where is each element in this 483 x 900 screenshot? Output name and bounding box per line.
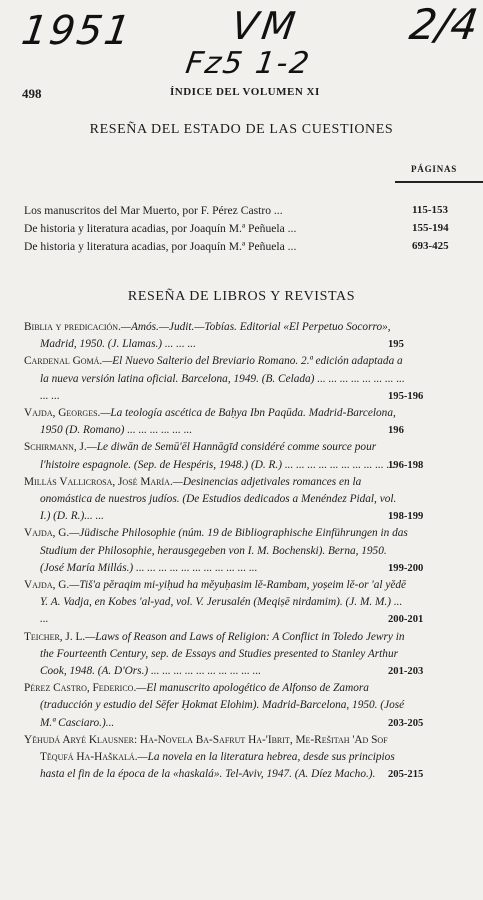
entry-text: —Desinencias adjetivales romances en la onomástica de nuestros judíos. (De Estudios dedicados a Menéndez Pidal, vol. I.) (D. R.)... ...	[40, 475, 397, 523]
entry-author: Pérez Castro, Federico.	[24, 682, 137, 695]
entry-pages: 693-425	[412, 240, 449, 252]
entry-pages: 196-198	[388, 459, 424, 471]
entry-pages: 196	[388, 425, 404, 437]
entry-author: Schirmann, J.	[24, 441, 87, 454]
entry-pages: 198-199	[388, 511, 424, 523]
entry-pages: 115-153	[412, 204, 449, 216]
review-entry	[24, 405, 408, 439]
entry-text: —Amós.—Judit.—Tobías. Editorial «El Perpetuo Socorro», Madrid, 1950. (J. Llamas.) ... ... ...	[40, 321, 391, 351]
entry-text: —Laws of Reason and Laws of Religion: A Conflict in Toledo Jewry in the Fourteenth Century, sep. de Essays and Studies presented to Stanley Arthur Cook, 1948. (A. D'Ors.) ... ... ... ... ... ... ... ... ... ...	[40, 630, 405, 678]
section-title-estado-cuestiones: RESEÑA DEL ESTADO DE LAS CUESTIONES	[89, 122, 394, 137]
handwritten-fraction: 2/4	[406, 0, 482, 49]
review-entry	[24, 525, 424, 577]
index-entry	[24, 222, 474, 240]
entry-pages: 203-205	[388, 717, 424, 729]
pages-column-rule	[395, 181, 483, 183]
entry-author: Vajda, G.	[24, 527, 70, 540]
entry-author: Millás Vallicrosa, José María.	[24, 475, 173, 488]
entry-text: —Le diwān de Semū'ēl Hannāgīd considéré comme source pour l'histoire espagnole. (Sep. de Hespéris, 1948.) (D. R.) ... ... ... ... ... ... ... ... ... ...	[40, 441, 395, 471]
index-entry	[24, 204, 474, 222]
entry-author: Yĕhudá Aryé Klausner: Ha-Novela Ba-Safrut Ha-'Ibrit, Me-Rešitah 'Ad Sof Tĕqufá Ha-Haškalá.	[24, 733, 388, 764]
handwritten-initials: VM	[228, 4, 302, 48]
pages-column-label: PÁGINAS	[411, 164, 458, 174]
entry-text: De historia y literatura acadias, por Joaquín M.ª Peñuela ...	[24, 240, 297, 253]
entry-author: Biblia y predicación.	[24, 321, 121, 333]
entry-author: Vajda, G.	[24, 579, 70, 592]
handwritten-code: Fz5 1-2	[183, 46, 314, 81]
section-title-libros-revistas: RESEÑA DE LIBROS Y REVISTAS	[127, 289, 356, 304]
entry-pages: 200-201	[388, 614, 424, 626]
entry-text: De historia y literatura acadias, por Joaquín M.ª Peñuela ...	[24, 222, 297, 235]
review-entry	[24, 319, 408, 353]
entry-text: —Tiš'a pĕraqim mi-yiḥud ha mĕyuḥasim lĕ-Rambam, yoṣeim lĕ-or 'al yĕdē Y. A. Vadja, en Kobes 'al-yad, vol. V. Jerusalén (Meqiṣē nirdamim). (J. M. M.) ... ...	[40, 579, 407, 626]
section2-list	[24, 319, 483, 783]
review-entry	[24, 474, 424, 526]
index-entry	[24, 240, 474, 258]
review-entry	[24, 577, 424, 629]
running-title: ÍNDICE DEL VOLUMEN XI	[170, 86, 320, 98]
entry-pages: 155-194	[412, 222, 449, 234]
entry-pages: 205-215	[388, 769, 424, 781]
entry-pages: 201-203	[388, 666, 424, 678]
entry-text: Los manuscritos del Mar Muerto, por F. Pérez Castro ...	[24, 204, 283, 217]
entry-text: —El manuscrito apologético de Alfonso de Zamora (traducción y estudio del Sēfer Ḥokmat Elohim). Madrid-Barcelona, 1950. (José M.ª Casciaro.)...	[40, 682, 405, 729]
entry-text: —El Nuevo Salterio del Breviario Romano. 2.ª edición adaptada a la nueva versión latina oficial. Barcelona, 1949. (B. Celada) ... ... ... ... ... ... ... ... ... ...	[40, 355, 405, 402]
review-entry	[24, 439, 424, 473]
review-entry	[24, 732, 424, 784]
review-entry	[24, 353, 424, 405]
entry-pages: 195	[388, 339, 404, 351]
entry-author: Vajda, Georges.	[24, 407, 101, 420]
entry-author: Cardenal Gomá.	[24, 355, 103, 368]
review-entry	[24, 680, 424, 732]
handwritten-year: 1951	[18, 8, 136, 54]
page-number: 498	[22, 86, 42, 101]
section1-list	[24, 204, 474, 258]
entry-pages: 199-200	[388, 562, 424, 574]
entry-author: Teicher, J. L.	[24, 630, 86, 643]
review-entry	[24, 629, 424, 681]
entry-text: —Jüdische Philosophie (núm. 19 de Bibliographische Einführungen in das Studium der Philosophie, herausgegeben von I. M. Bochenski). Berna, 1950. (José María Millás.) ... ... ... ... ... ... ... ... ... ... ...	[40, 527, 408, 574]
entry-text: —La novela en la literatura hebrea, desde sus principios hasta el fin de la época de la «haskalá». Tel-Aviv, 1947. (A. Díez Macho.).	[40, 751, 395, 781]
entry-text: —La teología ascética de Baḥya Ibn Paqūda. Madrid-Barcelona, 1950 (D. Romano) ... ... ... ... ... ...	[40, 407, 396, 437]
entry-pages: 195-196	[388, 390, 424, 402]
